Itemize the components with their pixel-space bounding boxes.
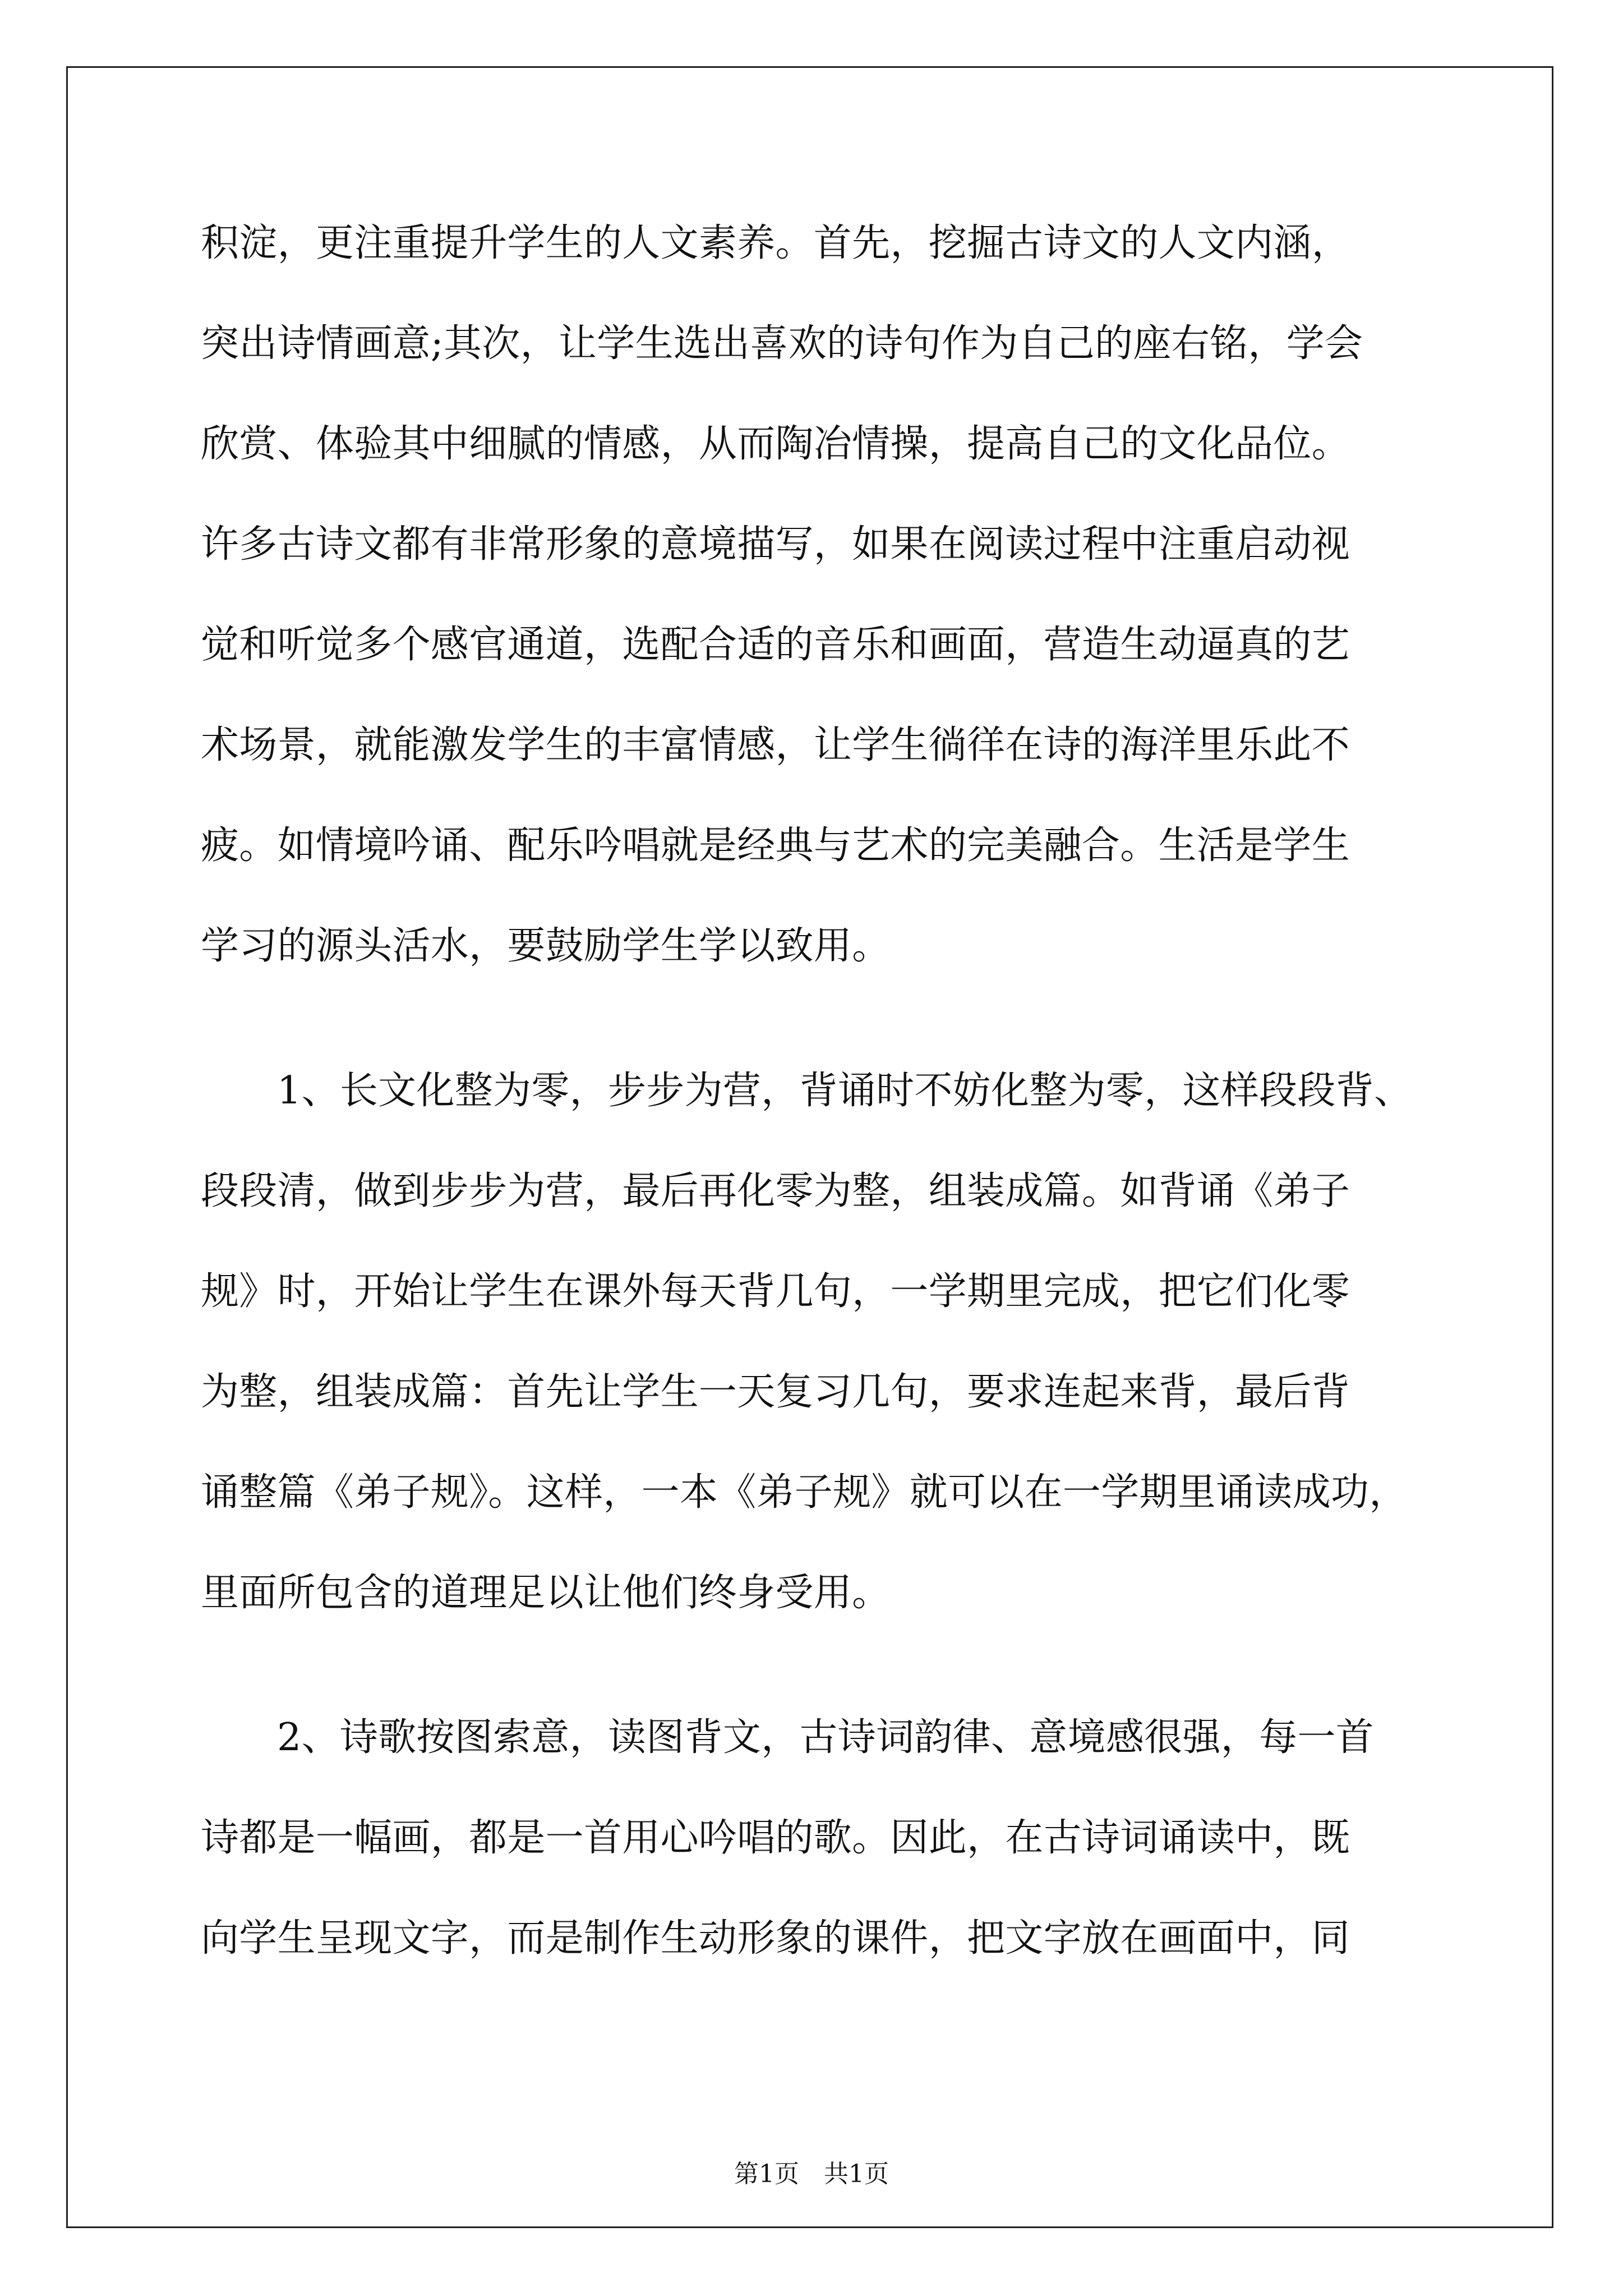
text-line: 向学生呈现文字，而是制作生动形象的课件，把文字放在画面中，同 xyxy=(201,1916,1350,1961)
text-line: 里面所包含的道理足以让他们终身受用。 xyxy=(201,1571,891,1615)
text-line: 积淀，更注重提升学生的人文素养。首先，挖掘古诗文的人文内涵， xyxy=(201,221,1350,265)
text-line: 觉和听觉多个感官通道，选配合适的音乐和画面，营造生动逼真的艺 xyxy=(201,623,1350,667)
text-line: 诗都是一幅画，都是一首用心吟唱的歌。因此，在古诗词诵读中，既 xyxy=(201,1816,1350,1860)
text-line: 突出诗情画意;其次，让学生选出喜欢的诗句作为自己的座右铭，学会 xyxy=(201,321,1363,366)
text-line: 术场景，就能激发学生的丰富情感，让学生徜徉在诗的海洋里乐此不 xyxy=(201,723,1350,767)
text-line: 许多古诗文都有非常形象的意境描写，如果在阅读过程中注重启动视 xyxy=(201,522,1350,567)
text-line: 学习的源头活水，要鼓励学生学以致用。 xyxy=(201,924,891,968)
text-line: 2、诗歌按图索意，读图背文，古诗词韵律、意境感很强，每一首 xyxy=(277,1715,1374,1760)
text-line: 欣赏、体验其中细腻的情感，从而陶冶情操，提高自己的文化品位。 xyxy=(201,422,1350,466)
text-line: 段段清，做到步步为营，最后再化零为整，组装成篇。如背诵《弟子 xyxy=(201,1169,1350,1213)
text-line: 为整，组装成篇：首先让学生一天复习几句，要求连起来背，最后背 xyxy=(201,1370,1350,1414)
text-line: 1、长文化整为零，步步为营，背诵时不妨化整为零，这样段段背、 xyxy=(277,1069,1413,1113)
text-line: 诵整篇《弟子规》。这样，一本《弟子规》就可以在一学期里诵读成功， xyxy=(201,1470,1408,1515)
text-line: 规》时，开始让学生在课外每天背几句，一学期里完成，把它们化零 xyxy=(201,1269,1350,1314)
page-footer: 第1页 共1页 xyxy=(734,2160,889,2188)
document-body xyxy=(201,219,1435,2014)
text-line: 疲。如情境吟诵、配乐吟唱就是经典与艺术的完美融合。生活是学生 xyxy=(201,823,1350,868)
